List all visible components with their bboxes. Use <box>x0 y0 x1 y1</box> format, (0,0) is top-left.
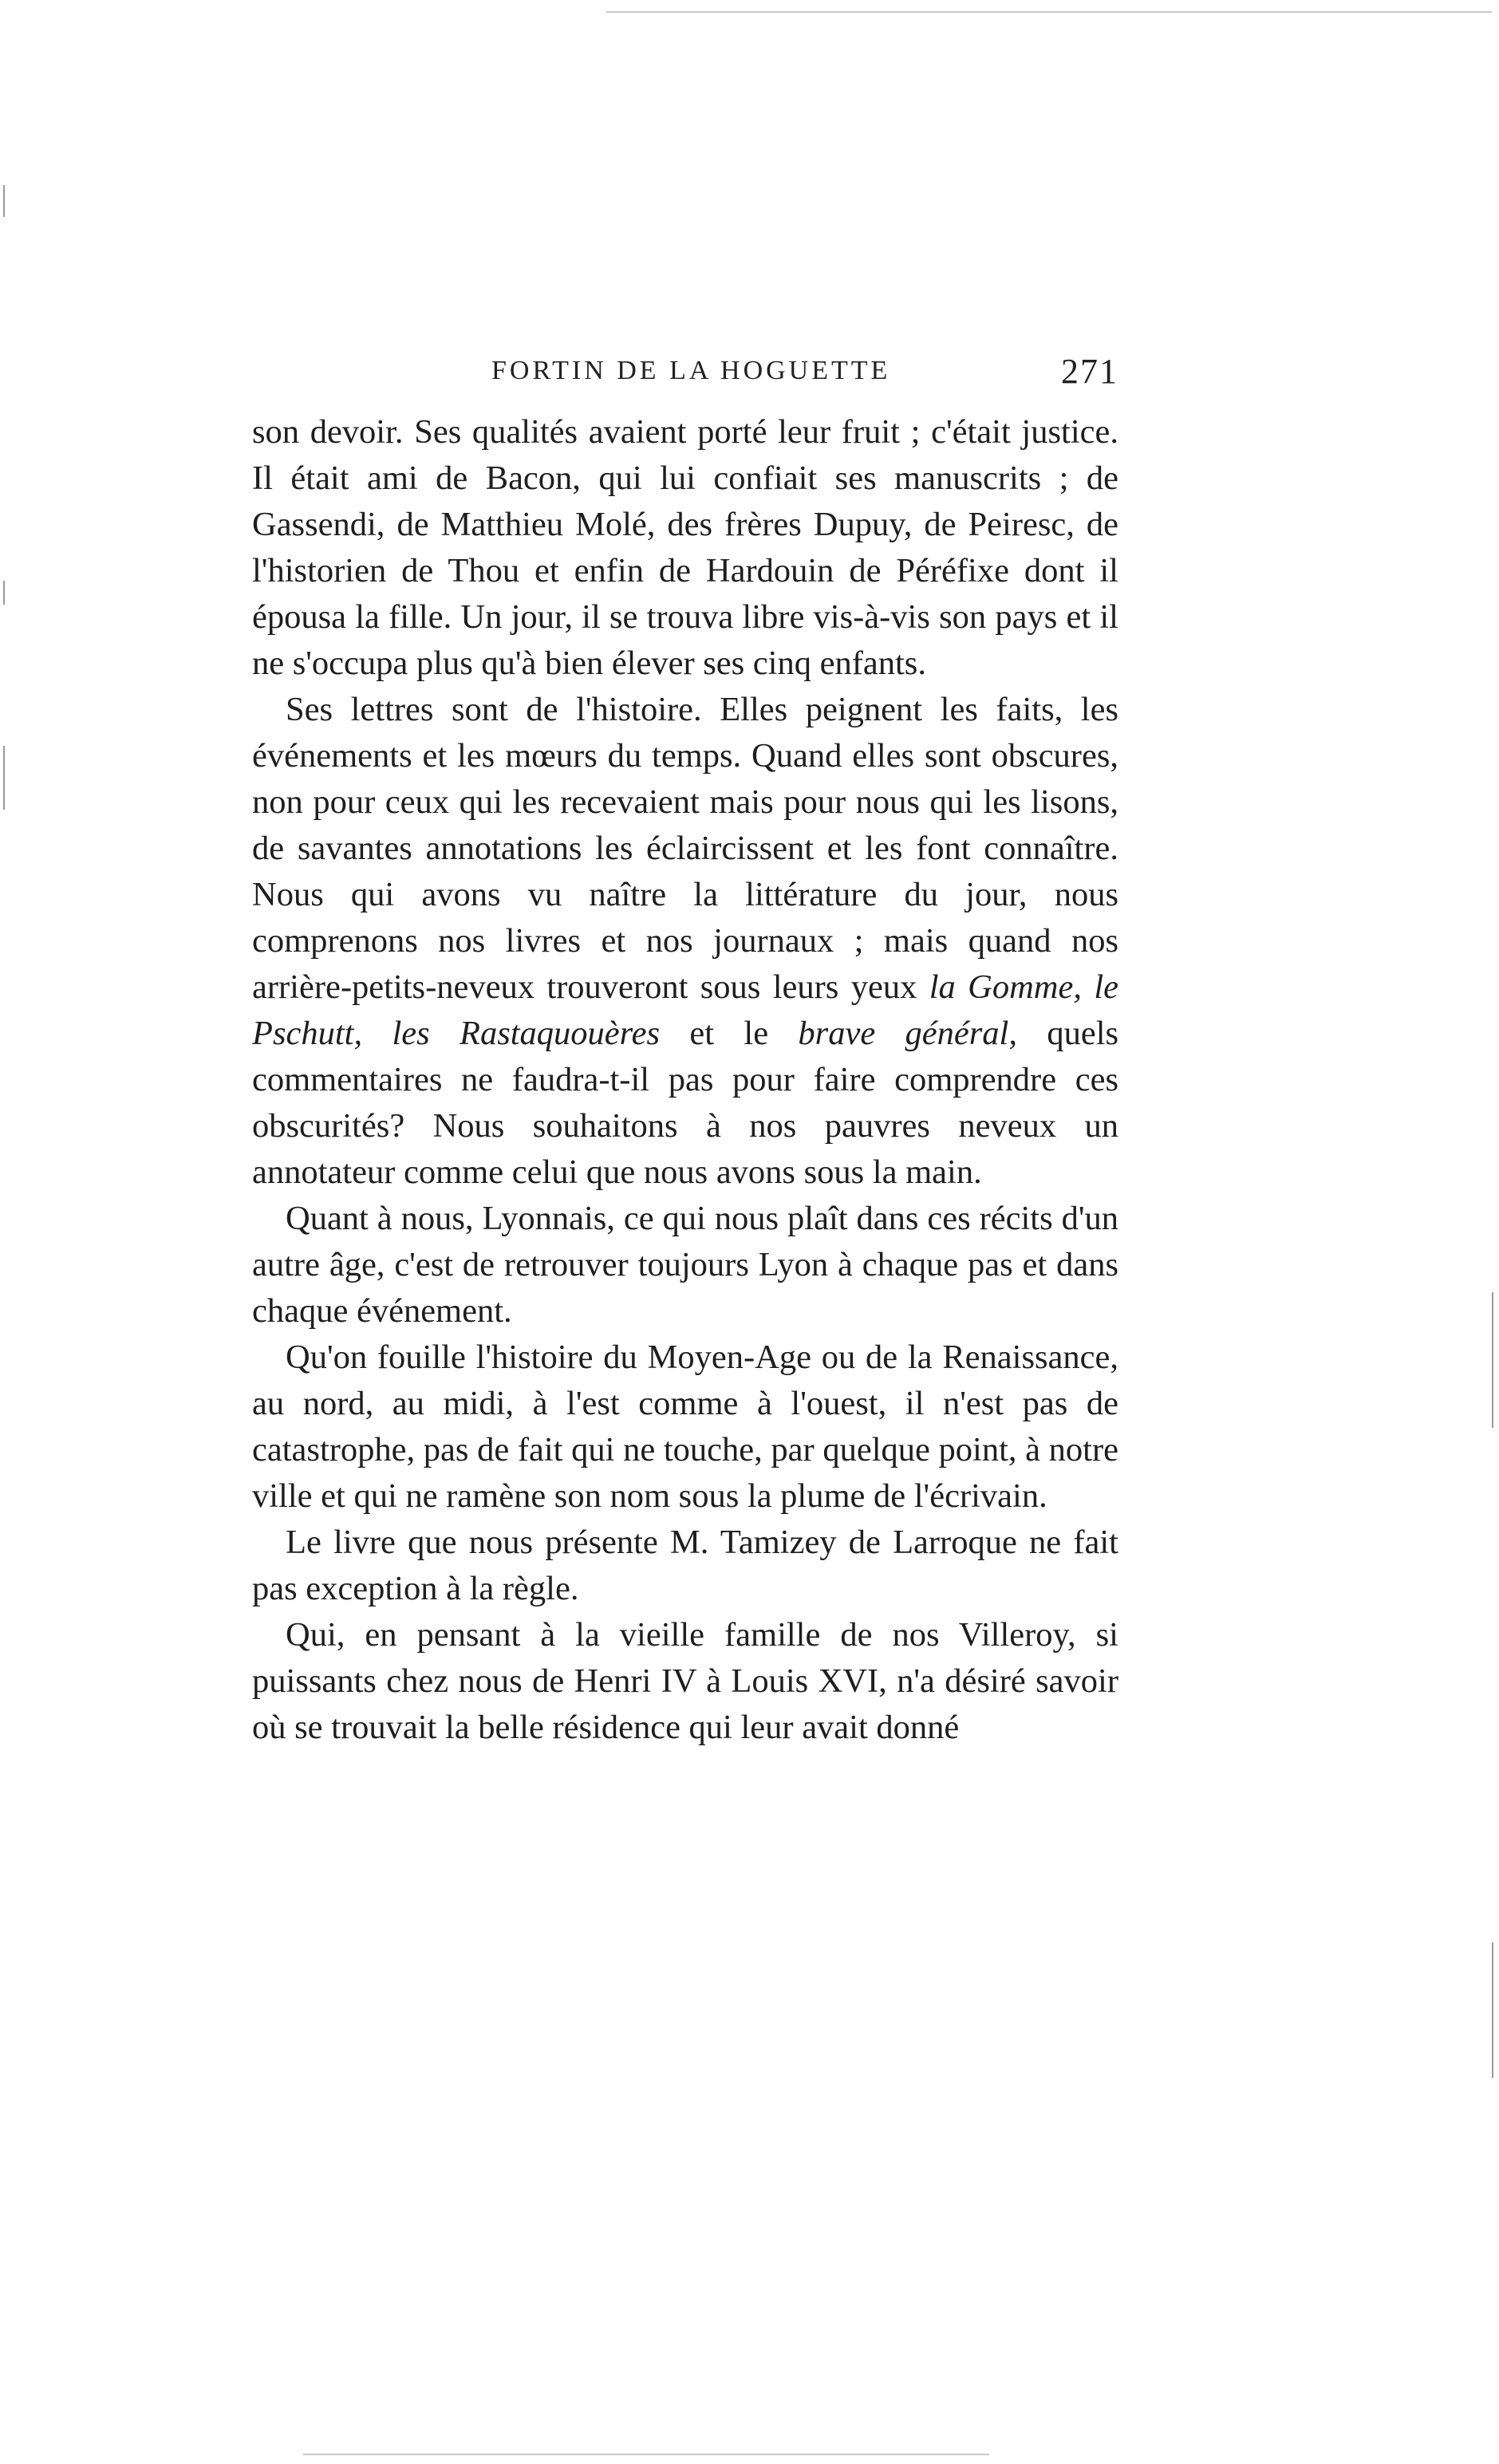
paragraph-text: Ses lettres sont de l'histoire. Elles peignent les faits, les événements et les mœurs du temps. Quand elles sont obscures, non pour ceux qui les recevaient mais pour nous qui les lisons, de savantes annotations les éclaircissent et les font connaître. Nous qui avons vu naître la littérature du jour, nous comprenons nos livres et nos journaux ; mais quand nos arrière-petits-neveux trouveront sous leurs yeux <box>252 691 1118 1006</box>
running-title: FORTIN DE LA HOGUETTE <box>491 356 891 385</box>
running-header <box>252 351 1118 399</box>
paragraph-text: quels commentaires ne faudra-t-il pas pour faire comprendre ces obscurités? Nous souhaitons à nos pauvres neveux un annotateur comme celui que nous avons sous la main. <box>252 1015 1119 1191</box>
italic-title: les Rastaquouères <box>392 1015 661 1052</box>
top-scan-line <box>606 11 1492 13</box>
paragraph-text: et le <box>689 1015 769 1052</box>
right-edge-mark <box>1492 1292 1493 1428</box>
paragraph: Quant à nous, Lyonnais, ce qui nous plaît dans ces récits d'un autre âge, c'est de retrouver toujours Lyon à chaque pas et dans chaque événement. <box>252 1200 1118 1330</box>
body-text <box>252 409 1118 1751</box>
paragraph <box>252 687 1118 1196</box>
paragraph: son devoir. Ses qualités avaient porté leur fruit ; c'était justice. Il était ami de Bacon, qui lui confiait ses manuscrits ; de Gassendi, de Matthieu Molé, des frères Dupuy, de Peiresc, de l'historien de Thou et enfin de Hardouin de Péréfixe dont il épousa la fille. Un jour, il se trouva libre vis-à-vis son pays et il ne s'occupa plus qu'à bien élever ses cinq enfants. <box>252 413 1118 682</box>
italic-title: le Pschutt, <box>252 968 1119 1052</box>
bottom-scan-line <box>303 2454 989 2455</box>
left-edge-mark <box>3 185 5 217</box>
left-edge-mark <box>3 581 5 605</box>
italic-title: brave général, <box>798 1015 1017 1052</box>
paragraph: Qu'on fouille l'histoire du Moyen-Age ou de la Renaissance, au nord, au midi, à l'est comme à l'ouest, il n'est pas de catastrophe, pas de fait qui ne touche, par quelque point, à notre ville et qui ne ramène son nom sous la plume de l'écrivain. <box>252 1338 1118 1515</box>
right-edge-mark <box>1492 1942 1493 2078</box>
page-number: 271 <box>1061 352 1118 391</box>
left-edge-mark <box>3 746 5 810</box>
italic-title: la Gomme, <box>929 968 1082 1006</box>
paragraph: Qui, en pensant à la vieille famille de nos Villeroy, si puissants chez nous de Henri IV à Louis XVI, n'a désiré savoir où se trouvait la belle résidence qui leur avait donné <box>252 1616 1118 1746</box>
paragraph: Le livre que nous présente M. Tamizey de Larroque ne fait pas exception à la règle. <box>252 1524 1118 1607</box>
